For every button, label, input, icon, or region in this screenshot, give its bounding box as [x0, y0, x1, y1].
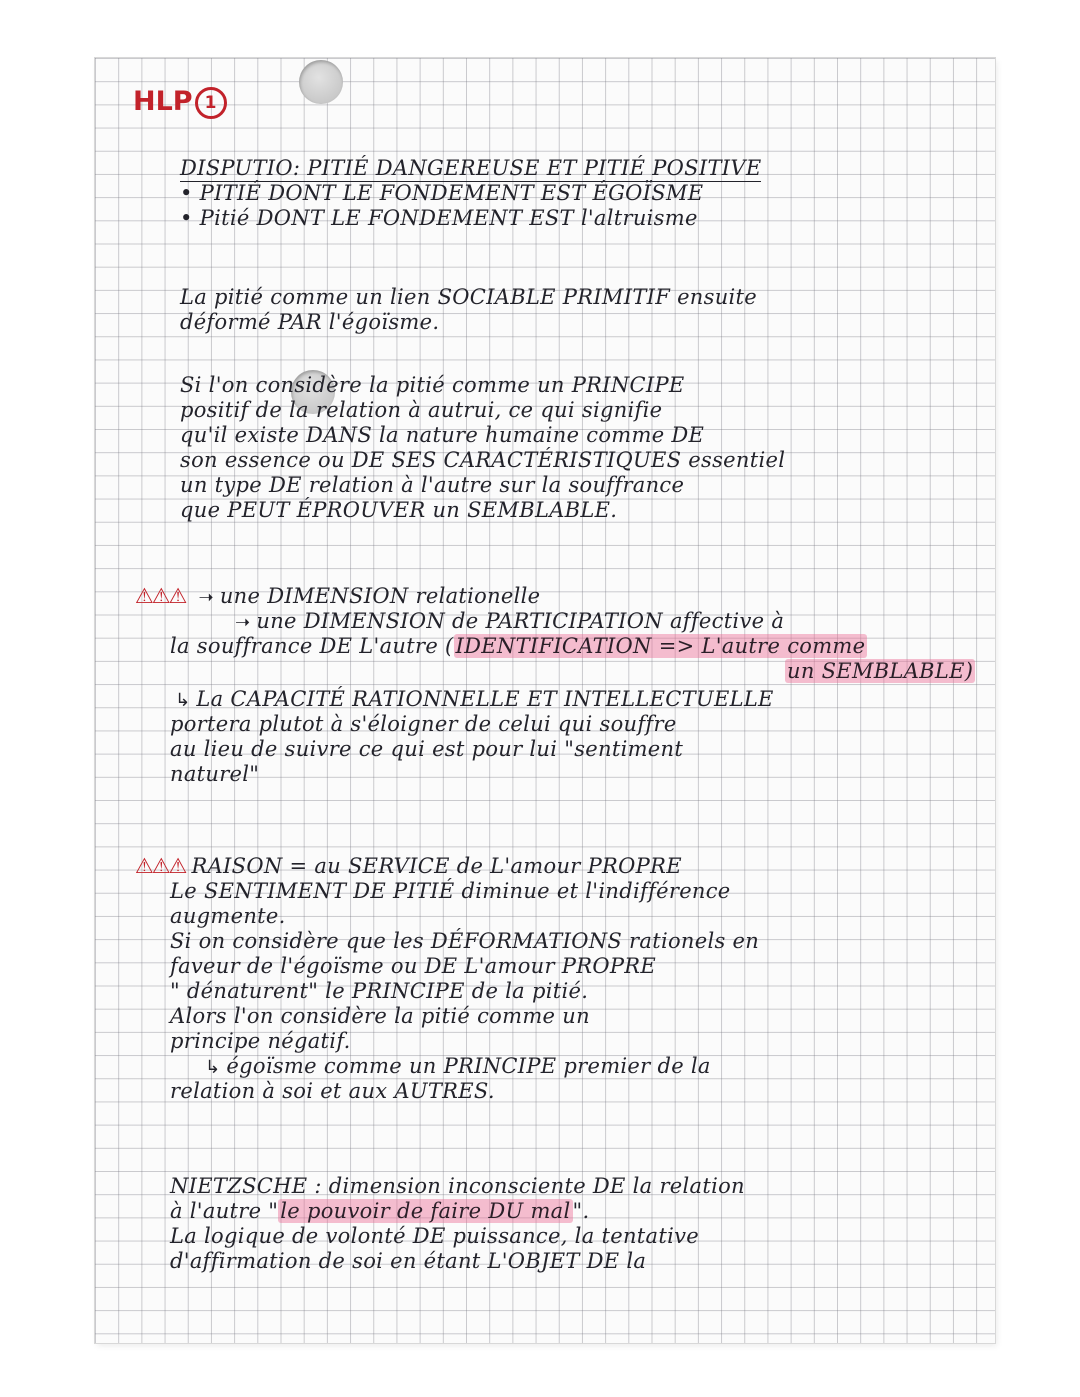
arrow-icon: ↳ — [175, 690, 191, 711]
note-line — [135, 853, 682, 879]
note-text: que PEUT ÉPROUVER un SEMBLABLE. — [180, 498, 618, 522]
note-text: ". — [572, 1199, 590, 1223]
note-line — [170, 761, 259, 787]
warning-icon: ⚠⚠⚠ — [135, 584, 186, 608]
note-line — [170, 736, 683, 762]
arrow-icon: ➝ — [198, 587, 214, 608]
note-text: " dénaturent" le PRINCIPE de la pitié. — [170, 979, 589, 1003]
note-text: • Pitié DONT LE FONDEMENT EST l'altruisme — [180, 206, 698, 230]
highlighted-text: un SEMBLABLE) — [787, 659, 974, 683]
note-text: La logique de volonté DE puissance, la tentative — [170, 1224, 699, 1248]
note-text: à l'autre " — [170, 1199, 279, 1223]
note-text: relation à soi et aux AUTRES. — [170, 1079, 495, 1103]
note-line — [180, 447, 785, 473]
note-line — [170, 903, 286, 929]
note-text: un type DE relation à l'autre sur la souffrance — [180, 473, 685, 497]
note-text: augmente. — [170, 904, 286, 928]
note-text: La CAPACITÉ RATIONNELLE ET INTELLECTUELLE — [196, 687, 774, 711]
note-line — [180, 205, 698, 231]
note-line — [205, 1053, 711, 1081]
note-text: qu'il existe DANS la nature humaine comme DE — [180, 423, 705, 447]
note-line — [170, 1173, 745, 1199]
note-line — [180, 372, 685, 398]
page-title — [133, 86, 227, 119]
note-text: une DIMENSION de PARTICIPATION affective à — [256, 609, 785, 633]
note-text: RAISON = au SERVICE de L'amour PROPRE — [191, 854, 682, 878]
page-number-badge: 1 — [195, 87, 227, 119]
title-text: HLP — [133, 86, 193, 117]
note-text: une DIMENSION relationelle — [219, 584, 541, 608]
note-line — [170, 953, 656, 979]
note-line — [170, 978, 588, 1004]
note-text: la souffrance DE L'autre ( — [170, 634, 454, 658]
note-line — [170, 1198, 589, 1224]
note-text: NIETZSCHE : dimension inconsciente DE la relation — [170, 1174, 745, 1198]
note-text: déformé PAR l'égoïsme. — [180, 310, 440, 334]
note-text: au lieu de suivre ce qui est pour lui "sentiment — [170, 737, 684, 761]
note-line — [180, 284, 757, 310]
note-line — [180, 497, 617, 523]
note-line — [180, 155, 761, 181]
note-line — [170, 1223, 699, 1249]
note-text: faveur de l'égoïsme ou DE L'amour PROPRE — [170, 954, 657, 978]
note-line — [170, 878, 731, 904]
note-line — [135, 583, 540, 611]
note-text: égoïsme comme un PRINCIPE premier de la — [226, 1054, 711, 1078]
note-line — [170, 1248, 646, 1274]
warning-icon: ⚠⚠⚠ — [135, 854, 186, 878]
arrow-icon: ➝ — [235, 612, 251, 633]
note-line — [180, 422, 704, 448]
note-text: Alors l'on considère la pitié comme un — [170, 1004, 590, 1028]
note-line — [180, 309, 439, 335]
note-text: portera plutot à s'éloigner de celui qui souffre — [170, 712, 677, 736]
note-text: La pitié comme un lien SOCIABLE PRIMITIF ensuite — [180, 285, 758, 309]
arrow-icon: ↳ — [205, 1057, 221, 1078]
note-text: Le SENTIMENT DE PITIÉ diminue et l'indifférence — [170, 879, 731, 903]
note-line — [175, 686, 774, 714]
note-line — [170, 1028, 351, 1054]
note-line — [170, 1003, 590, 1029]
note-text: DISPUTIO: PITIÉ DANGEREUSE ET PITIÉ POSITIVE — [180, 156, 762, 180]
note-line — [235, 608, 784, 636]
note-line — [180, 397, 662, 423]
note-text: positif de la relation à autrui, ce qui signifie — [180, 398, 663, 422]
note-line — [170, 1078, 495, 1104]
note-line — [180, 180, 703, 206]
punch-hole — [299, 60, 343, 104]
highlighted-text: IDENTIFICATION => L'autre comme — [455, 634, 866, 658]
highlighted-text: le pouvoir de faire DU mal — [280, 1199, 571, 1223]
note-text: d'affirmation de soi en étant L'OBJET DE la — [170, 1249, 647, 1273]
note-text: son essence ou DE SES CARACTÉRISTIQUES essentiel — [180, 448, 786, 472]
note-text: principe négatif. — [170, 1029, 351, 1053]
note-text: naturel" — [170, 762, 260, 786]
notebook-page — [95, 58, 995, 1343]
note-line — [180, 472, 684, 498]
note-line — [170, 711, 677, 737]
note-text: • PITIÉ DONT LE FONDEMENT EST ÉGOÏSME — [180, 181, 704, 205]
note-line — [785, 658, 975, 684]
note-line — [170, 928, 759, 954]
note-text: Si on considère que les DÉFORMATIONS rationels en — [170, 929, 760, 953]
note-text: Si l'on considère la pitié comme un PRINCIPE — [180, 373, 685, 397]
note-line — [170, 633, 867, 659]
